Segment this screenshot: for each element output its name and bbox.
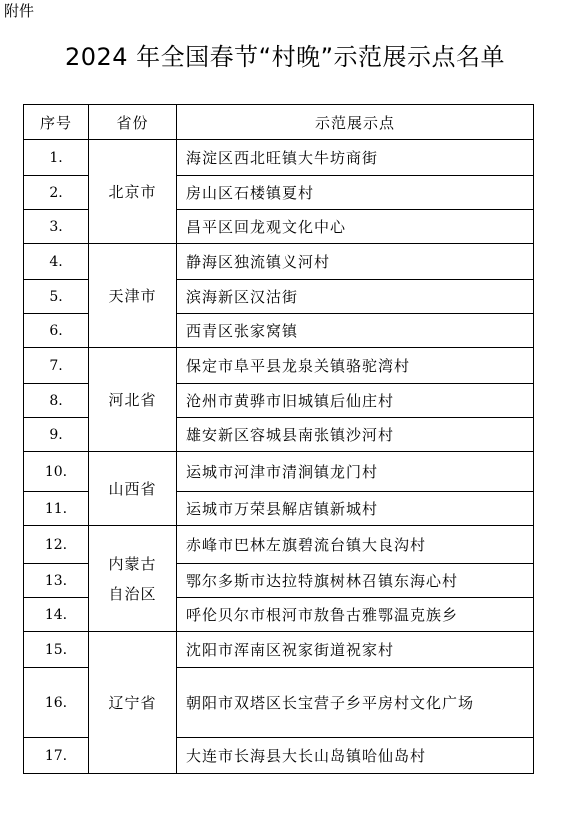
site-name: 滨海新区汉沽街	[177, 280, 534, 314]
row-number: 11.	[24, 492, 89, 526]
column-header-province: 省份	[89, 105, 177, 140]
site-name: 保定市阜平县龙泉关镇骆驼湾村	[177, 348, 534, 384]
table-body	[24, 140, 534, 774]
site-name: 呼伦贝尔市根河市敖鲁古雅鄂温克族乡	[177, 598, 534, 632]
row-number: 15.	[24, 632, 89, 668]
row-number: 8.	[24, 384, 89, 418]
row-number: 10.	[24, 452, 89, 492]
row-number: 6.	[24, 314, 89, 348]
row-number: 5.	[24, 280, 89, 314]
site-name: 西青区张家窝镇	[177, 314, 534, 348]
table-row	[24, 632, 534, 668]
site-name: 沧州市黄骅市旧城镇后仙庄村	[177, 384, 534, 418]
table-row	[24, 348, 534, 384]
site-name: 运城市河津市清涧镇龙门村	[177, 452, 534, 492]
row-number: 14.	[24, 598, 89, 632]
row-number: 7.	[24, 348, 89, 384]
page-title: 2024 年全国春节“村晚”示范展示点名单	[64, 43, 506, 71]
table-row	[24, 526, 534, 564]
site-name: 昌平区回龙观文化中心	[177, 210, 534, 244]
row-number: 4.	[24, 244, 89, 280]
table-row	[24, 452, 534, 492]
row-number: 9.	[24, 418, 89, 452]
site-name: 静海区独流镇义河村	[177, 244, 534, 280]
row-number: 12.	[24, 526, 89, 564]
table-header-row	[24, 105, 534, 140]
row-number: 16.	[24, 668, 89, 738]
demo-site-table	[23, 104, 534, 774]
site-name: 沈阳市浑南区祝家街道祝家村	[177, 632, 534, 668]
province-cell: 河北省	[89, 348, 177, 452]
province-cell: 内蒙古自治区	[89, 526, 177, 632]
site-name: 朝阳市双塔区长宝营子乡平房村文化广场	[177, 668, 534, 738]
province-cell: 天津市	[89, 244, 177, 348]
column-header-site: 示范展示点	[177, 105, 534, 140]
site-name: 海淀区西北旺镇大牛坊商街	[177, 140, 534, 176]
site-name: 房山区石楼镇夏村	[177, 176, 534, 210]
site-name: 鄂尔多斯市达拉特旗树林召镇东海心村	[177, 564, 534, 598]
table-row	[24, 244, 534, 280]
province-cell: 山西省	[89, 452, 177, 526]
site-name: 运城市万荣县解店镇新城村	[177, 492, 534, 526]
row-number: 1.	[24, 140, 89, 176]
site-name: 大连市长海县大长山岛镇哈仙岛村	[177, 738, 534, 774]
site-name: 雄安新区容城县南张镇沙河村	[177, 418, 534, 452]
row-number: 3.	[24, 210, 89, 244]
row-number: 2.	[24, 176, 89, 210]
province-cell: 辽宁省	[89, 632, 177, 774]
column-header-number: 序号	[24, 105, 89, 140]
attachment-label: 附件	[4, 2, 35, 20]
table-row	[24, 140, 534, 176]
province-cell: 北京市	[89, 140, 177, 244]
row-number: 13.	[24, 564, 89, 598]
site-name: 赤峰市巴林左旗碧流台镇大良沟村	[177, 526, 534, 564]
row-number: 17.	[24, 738, 89, 774]
